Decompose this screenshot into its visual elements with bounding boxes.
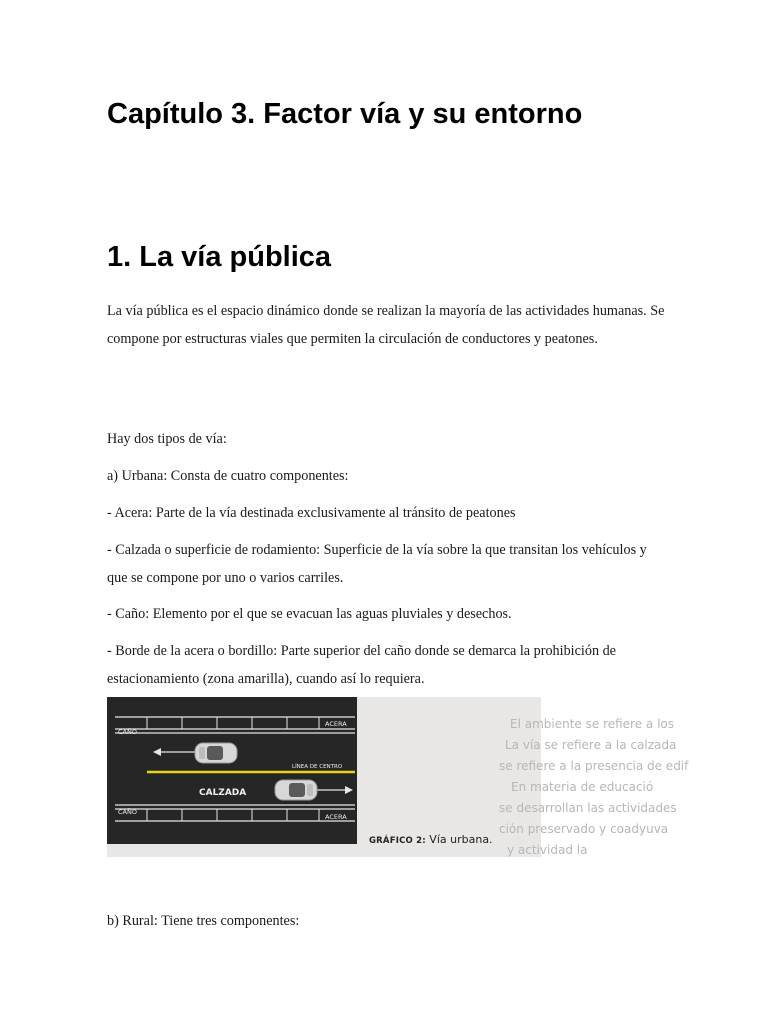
figure-caption — [369, 833, 493, 846]
chapter-title: Capítulo 3. Factor vía y su entorno — [107, 98, 583, 130]
paragraph-rural: b) Rural: Tiene tres componentes: — [107, 913, 300, 929]
paragraph-urbana: a) Urbana: Consta de cuatro componentes: — [107, 468, 349, 484]
urban-road-figure — [107, 697, 689, 857]
label-acera-top: ACERA — [325, 720, 347, 728]
paragraph-cano: - Caño: Elemento por el que se evacuan las aguas pluviales y desechos. — [107, 606, 512, 622]
figure-background-text: El ambiente se refiere a los — [510, 717, 675, 731]
paragraph-types: Hay dos tipos de vía: — [107, 431, 227, 447]
paragraph-borde: - Borde de la acera o bordillo: Parte superior del caño donde se demarca la prohibición de estacionamiento (zona amarilla), cuando así lo requiera. — [107, 643, 616, 687]
figure-background-text: y actividad la — [507, 843, 588, 857]
figure-background-text: se desarrollan las actividades — [499, 801, 677, 815]
caption-text: Vía urbana. — [425, 833, 493, 846]
caption-prefix: GRÁFICO 2: — [369, 836, 426, 846]
paragraph-intro: La vía pública es el espacio dinámico donde se realizan la mayoría de las actividades humanas. Se compone por estructuras viales que permiten la circulación de conductores y peatones. — [107, 303, 665, 347]
road-markings — [107, 697, 367, 847]
label-cano-bottom: CAÑO — [118, 808, 137, 816]
figure-background-text: ción preservado y coadyuva — [499, 822, 669, 836]
label-acera-bottom: ACERA — [325, 813, 347, 821]
paragraph-calzada: - Calzada o superficie de rodamiento: Superficie de la vía sobre la que transitan los vehículos y que se compone por uno o varios carriles. — [107, 542, 647, 586]
paragraph-acera: - Acera: Parte de la vía destinada exclusivamente al tránsito de peatones — [107, 505, 516, 521]
figure-background-text: se refiere a la presencia de edif — [499, 759, 689, 773]
label-calzada: CALZADA — [199, 788, 247, 798]
car-upper — [195, 743, 237, 763]
figure-background-text: La vía se refiere a la calzada — [505, 738, 677, 752]
label-linea-centro: LÍNEA DE CENTRO — [292, 764, 343, 770]
figure-background-text: En materia de educació — [511, 780, 654, 794]
label-cano-top: CAÑO — [118, 728, 137, 736]
car-lower — [275, 780, 317, 800]
section-title: 1. La vía pública — [107, 241, 332, 273]
